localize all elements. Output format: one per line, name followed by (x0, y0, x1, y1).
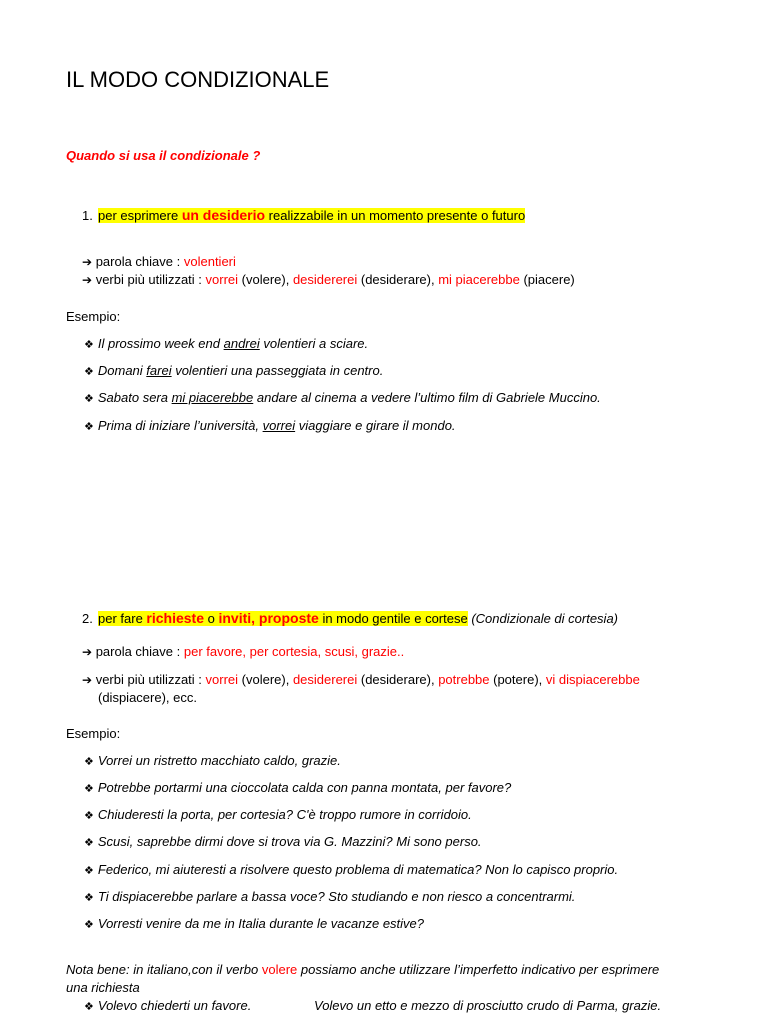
example-text: Sabato sera (97, 390, 172, 405)
list-item (84, 336, 368, 351)
keyword-label: parola chiave : (95, 254, 184, 269)
section2-verbs-line (82, 672, 640, 687)
list-item (84, 753, 341, 768)
example-text: volentieri a sciare. (259, 336, 369, 351)
example-text: Potrebbe portarmi una cioccolata calda con panna montata, per favore? (97, 780, 512, 795)
section2-heading (82, 610, 618, 626)
list-item (84, 780, 511, 795)
nota-bene (66, 962, 659, 977)
section2-example-label: Esempio: (66, 726, 121, 741)
arrow-icon: ➔ (82, 273, 93, 287)
example-text: Vorrei un ristretto macchiato caldo, grazie. (97, 753, 341, 768)
list-item (84, 834, 482, 849)
verbs-label: verbi più utilizzati : (95, 272, 206, 287)
nota-example-2: Volevo un etto e mezzo di prosciutto crudo di Parma, grazie. (314, 998, 662, 1013)
example-text: Chiuderesti la porta, per cortesia? C'è troppo rumore in corridoio. (97, 807, 472, 822)
list-item (84, 390, 601, 405)
section2-verbs-line2: (dispiacere), ecc. (98, 690, 197, 705)
verb-infinitive: (potere), (489, 672, 546, 687)
list-item (84, 807, 472, 822)
section1-heading (82, 207, 525, 223)
diamond-bullet-icon: ❖ (84, 864, 94, 877)
example-verb: farei (146, 363, 172, 378)
diamond-bullet-icon: ❖ (84, 782, 94, 795)
diamond-bullet-icon: ❖ (84, 836, 94, 849)
diamond-bullet-icon: ❖ (84, 392, 94, 405)
verb: desidererei (292, 672, 358, 687)
page-title: IL MODO CONDIZIONALE (66, 67, 330, 92)
diamond-bullet-icon: ❖ (84, 338, 94, 351)
example-text: Federico, mi aiuteresti a risolvere questo problema di matematica? Non lo capisco proprio. (97, 862, 619, 877)
verb: potrebbe (438, 672, 490, 687)
subtitle: Quando si usa il condizionale ? (66, 148, 261, 163)
section2-text-c: o (204, 611, 219, 626)
example-verb: mi piacerebbe (171, 390, 254, 405)
list-item (84, 998, 251, 1013)
list-item (84, 889, 575, 904)
diamond-bullet-icon: ❖ (84, 365, 94, 378)
verb-infinitive: (desiderare), (357, 672, 439, 687)
nota-verb: volere (261, 962, 298, 977)
verb: mi piacerebbe (438, 272, 520, 287)
section2-text-a: per fare (98, 611, 147, 626)
section1-keyword-line (82, 254, 236, 269)
example-verb: vorrei (262, 418, 296, 433)
diamond-bullet-icon: ❖ (84, 1000, 94, 1013)
verb: vorrei (205, 672, 239, 687)
list-item (84, 418, 456, 433)
section1-example-label: Esempio: (66, 309, 121, 324)
example-text: Domani (97, 363, 147, 378)
section1-text-a: per esprimere (98, 208, 182, 223)
arrow-icon: ➔ (82, 645, 93, 659)
example-text: Prima di iniziare l’università, (97, 418, 263, 433)
section1-highlight: un desiderio (181, 207, 266, 223)
example-text: volentieri una passeggiata in centro. (171, 363, 384, 378)
diamond-bullet-icon: ❖ (84, 918, 94, 931)
diamond-bullet-icon: ❖ (84, 420, 94, 433)
section2-number: 2. (82, 611, 93, 626)
example-text: Vorresti venire da me in Italia durante le vacanze estive? (97, 916, 425, 931)
verb: vorrei (205, 272, 239, 287)
example-text: andare al cinema a vedere l’ultimo film di Gabriele Muccino. (253, 390, 601, 405)
example-text: viaggiare e girare il mondo. (295, 418, 456, 433)
section2-note: (Condizionale di cortesia) (467, 611, 618, 626)
example-text: Il prossimo week end (97, 336, 224, 351)
example-text: Ti dispiacerebbe parlare a bassa voce? Sto studiando e non riesco a concentrarmi. (97, 889, 576, 904)
verbs-label: verbi più utilizzati : (95, 672, 206, 687)
verb-infinitive: (piacere) (519, 272, 575, 287)
section2-text-e: in modo gentile e cortese (318, 611, 468, 626)
nota-text: Nota bene: in italiano,con il verbo (66, 962, 262, 977)
diamond-bullet-icon: ❖ (84, 809, 94, 822)
section2-highlight: richieste (146, 610, 205, 626)
keyword-value: per favore, per cortesia, scusi, grazie.. (183, 644, 405, 659)
list-item (84, 916, 424, 931)
verb: vi dispiacerebbe (545, 672, 640, 687)
diamond-bullet-icon: ❖ (84, 891, 94, 904)
section1-number: 1. (82, 208, 93, 223)
example-text: Volevo chiederti un favore. (97, 998, 252, 1013)
section2-highlight: inviti, proposte (218, 610, 319, 626)
verb-infinitive: (desiderare), (357, 272, 439, 287)
nota-bene-line2: una richiesta (66, 980, 140, 995)
list-item (84, 363, 383, 378)
section1-verbs-line (82, 272, 575, 287)
nota-text: possiamo anche utilizzare l’imperfetto indicativo per esprimere (297, 962, 660, 977)
example-text: Scusi, saprebbe dirmi dove si trova via G. Mazzini? Mi sono perso. (97, 834, 482, 849)
arrow-icon: ➔ (82, 673, 93, 687)
section1-text-c: realizzabile in un momento presente o futuro (265, 208, 526, 223)
list-item (84, 862, 618, 877)
verb-infinitive: (volere), (238, 672, 293, 687)
verb-infinitive: (volere), (238, 272, 293, 287)
keyword-label: parola chiave : (95, 644, 184, 659)
diamond-bullet-icon: ❖ (84, 755, 94, 768)
verb: desidererei (292, 272, 358, 287)
section2-keyword-line (82, 644, 404, 659)
keyword-value: volentieri (183, 254, 236, 269)
example-verb: andrei (223, 336, 260, 351)
arrow-icon: ➔ (82, 255, 93, 269)
